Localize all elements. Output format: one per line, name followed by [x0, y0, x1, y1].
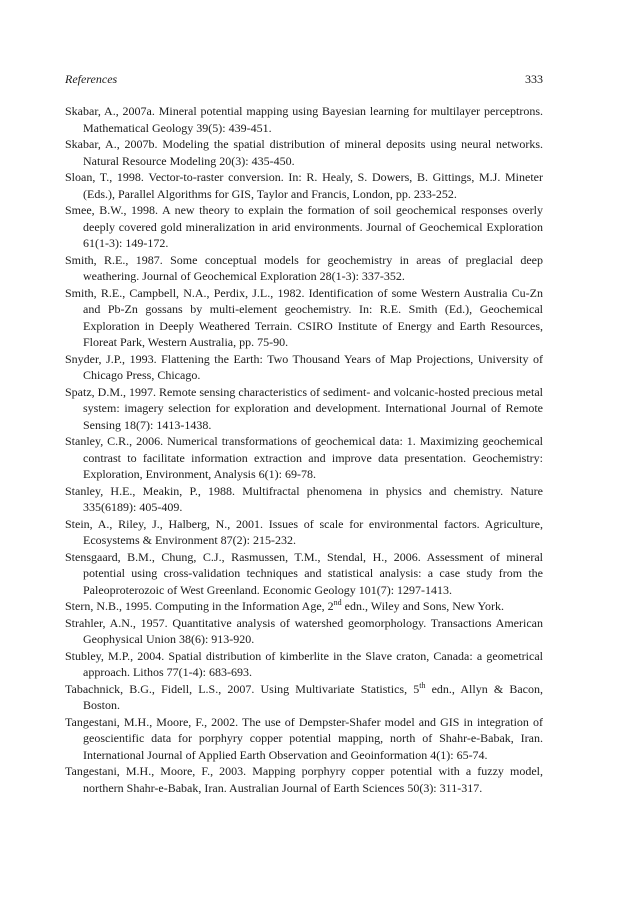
reference-list: [65, 103, 543, 796]
reference-entry: Stein, A., Riley, J., Halberg, N., 2001. Issues of scale for environmental factors. Agriculture, Ecosystems & Environment 87(2): 215-232.: [65, 516, 543, 547]
reference-entry: Tabachnick, B.G., Fidell, L.S., 2007. Using Multivariate Statistics, 5th edn., Allyn & Bacon, Boston.: [65, 680, 543, 712]
reference-entry: Stensgaard, B.M., Chung, C.J., Rasmussen, T.M., Stendal, H., 2006. Assessment of mineral potential using cross-validation techniques and statistical analysis: a case study from the Paleoproterozoic of West Greenland. Economic Geology 101(7): 1297-1413.: [65, 549, 543, 597]
reference-entry: Skabar, A., 2007a. Mineral potential mapping using Bayesian learning for multilayer perceptrons. Mathematical Geology 39(5): 439-451.: [65, 104, 543, 135]
reference-entry: Tangestani, M.H., Moore, F., 2003. Mapping porphyry copper potential with a fuzzy model, northern Shahr-e-Babak, Iran. Australian Journal of Earth Sciences 50(3): 311-317.: [65, 764, 543, 795]
page-header: [65, 72, 543, 88]
running-title: References: [65, 72, 118, 86]
reference-entry: Smee, B.W., 1998. A new theory to explain the formation of soil geochemical responses overly deeply covered gold mineralization in arid environments. Journal of Geochemical Exploration 61(1-3): 149-172.: [65, 203, 543, 250]
reference-entry: Skabar, A., 2007b. Modeling the spatial distribution of mineral deposits using neural networks. Natural Resource Modeling 20(3): 435-450.: [65, 137, 543, 168]
reference-entry: Tangestani, M.H., Moore, F., 2002. The use of Dempster-Shafer model and GIS in integration of geoscientific data for porphyry copper potential mapping, north of Shahr-e-Babak, Iran. International Journal of Applied Earth Observation and Geoinformation 4(1): 65-74.: [65, 714, 543, 762]
reference-entry: Smith, R.E., Campbell, N.A., Perdix, J.L., 1982. Identification of some Western Australia Cu-Zn and Pb-Zn gossans by multi-element geochemistry. In: R.E. Smith (Ed.), Geochemical Exploration in Deeply Weathered Terrain. CSIRO Institute of Energy and Earth Resources, Floreat Park, Western Australia, pp. 75-90.: [65, 285, 543, 349]
reference-entry: Stanley, H.E., Meakin, P., 1988. Multifractal phenomena in physics and chemistry. Nature 335(6189): 405-409.: [65, 483, 543, 514]
reference-entry: Stern, N.B., 1995. Computing in the Information Age, 2nd edn., Wiley and Sons, New York.: [65, 598, 504, 613]
reference-entry: Smith, R.E., 1987. Some conceptual models for geochemistry in areas of preglacial deep weathering. Journal of Geochemical Exploration 28(1-3): 337-352.: [65, 252, 543, 283]
reference-entry: Stubley, M.P., 2004. Spatial distribution of kimberlite in the Slave craton, Canada: a geometrical approach. Lithos 77(1-4): 683-693.: [65, 648, 543, 679]
reference-entry: Strahler, A.N., 1957. Quantitative analysis of watershed geomorphology. Transactions American Geophysical Union 38(6): 913-920.: [65, 615, 543, 646]
reference-entry: Spatz, D.M., 1997. Remote sensing characteristics of sediment- and volcanic-hosted precious metal system: imagery selection for exploration and development. International Journal of Remote Sensing 18(7): 1413-1438.: [65, 384, 543, 432]
reference-entry: Snyder, J.P., 1993. Flattening the Earth: Two Thousand Years of Map Projections, University of Chicago Press, Chicago.: [65, 351, 543, 382]
reference-entry: Sloan, T., 1998. Vector-to-raster conversion. In: R. Healy, S. Dowers, B. Gittings, M.J. Mineter (Eds.), Parallel Algorithms for GIS, Taylor and Francis, London, pp. 233-252.: [65, 170, 543, 201]
page-number: 333: [525, 72, 543, 86]
reference-entry: Stanley, C.R., 2006. Numerical transformations of geochemical data: 1. Maximizing geochemical contrast to facilitate information extraction and improve data presentation. Geochemistry: Exploration, Environment, Analysis 6(1): 69-78.: [65, 434, 543, 481]
